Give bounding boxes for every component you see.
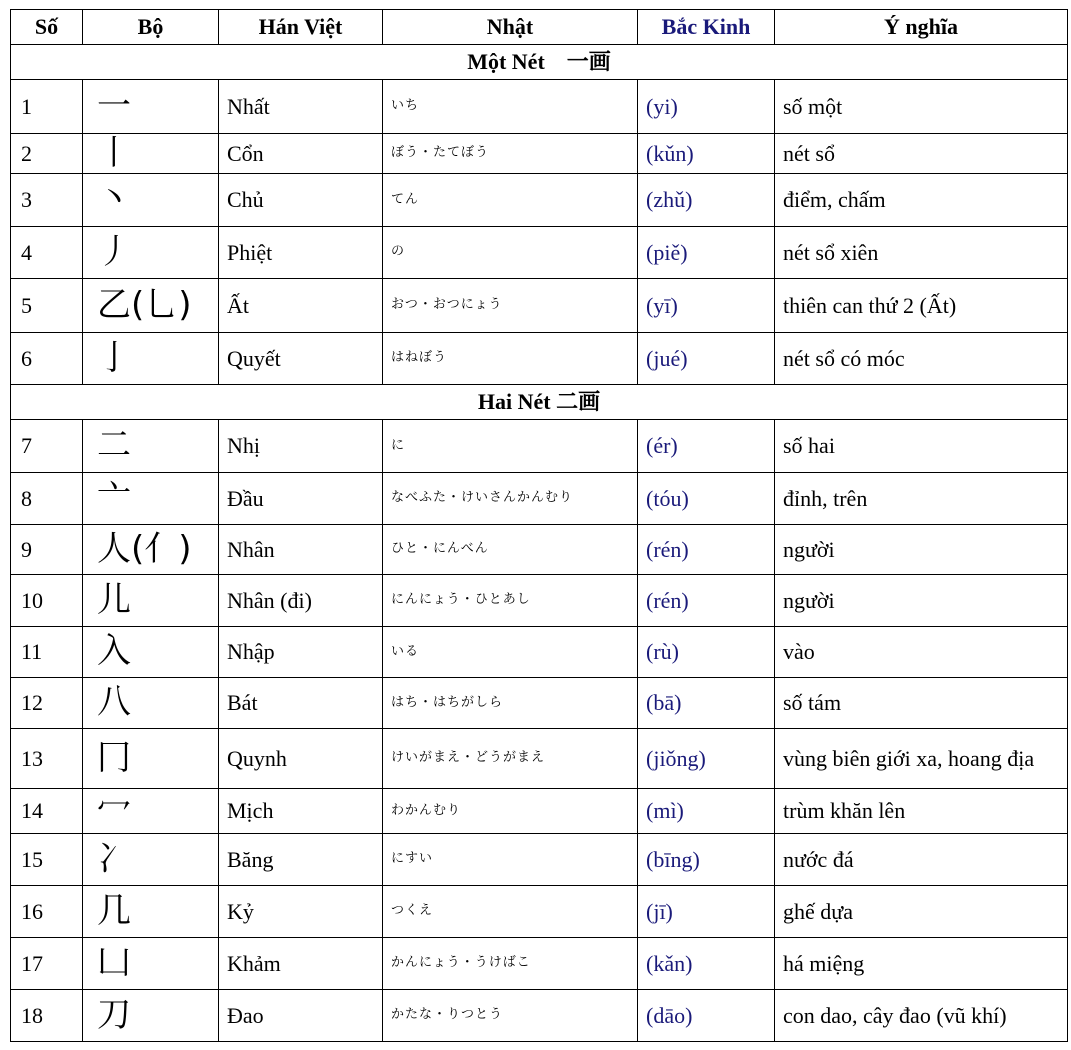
- cell-japanese: ひと・にんべん: [383, 525, 638, 575]
- cell-pinyin: (bā): [638, 678, 775, 729]
- cell-radical: 丨: [83, 134, 219, 174]
- cell-meaning: nét sổ xiên: [775, 227, 1068, 279]
- cell-number: 8: [11, 473, 83, 525]
- cell-radical: 乙(乚): [83, 279, 219, 333]
- cell-hanviet: Nhân (đi): [219, 575, 383, 627]
- table-row: [11, 886, 1068, 938]
- cell-pinyin: (jué): [638, 333, 775, 385]
- cell-radical: 人(亻): [83, 525, 219, 575]
- cell-meaning: số một: [775, 80, 1068, 134]
- cell-number: 13: [11, 729, 83, 789]
- cell-meaning: há miệng: [775, 938, 1068, 990]
- cell-japanese: いる: [383, 627, 638, 678]
- cell-pinyin: (piě): [638, 227, 775, 279]
- cell-number: 4: [11, 227, 83, 279]
- radicals-table-wrapper: [10, 9, 1068, 1042]
- cell-number: 2: [11, 134, 83, 174]
- cell-meaning: nét sổ: [775, 134, 1068, 174]
- cell-radical: 亅: [83, 333, 219, 385]
- cell-radical: 刀: [83, 990, 219, 1042]
- cell-radical: 丶: [83, 174, 219, 227]
- cell-japanese: はち・はちがしら: [383, 678, 638, 729]
- header-meaning: Ý nghĩa: [775, 10, 1068, 45]
- cell-pinyin: (rén): [638, 525, 775, 575]
- cell-hanviet: Kỷ: [219, 886, 383, 938]
- cell-pinyin: (jiǒng): [638, 729, 775, 789]
- cell-hanviet: Mịch: [219, 789, 383, 834]
- section-title: Hai Nét 二画: [11, 385, 1068, 420]
- table-row: [11, 525, 1068, 575]
- table-row: [11, 729, 1068, 789]
- cell-number: 3: [11, 174, 83, 227]
- header-radical: Bộ: [83, 10, 219, 45]
- cell-number: 15: [11, 834, 83, 886]
- cell-meaning: người: [775, 575, 1068, 627]
- section-row: [11, 45, 1068, 80]
- cell-radical: 入: [83, 627, 219, 678]
- cell-japanese: かんにょう・うけばこ: [383, 938, 638, 990]
- cell-radical: 冫: [83, 834, 219, 886]
- cell-pinyin: (bīng): [638, 834, 775, 886]
- header-beijing: Bắc Kinh: [638, 10, 775, 45]
- cell-pinyin: (zhǔ): [638, 174, 775, 227]
- radicals-table: [10, 9, 1068, 1042]
- cell-radical: 二: [83, 420, 219, 473]
- table-row: [11, 834, 1068, 886]
- cell-meaning: số hai: [775, 420, 1068, 473]
- cell-japanese: の: [383, 227, 638, 279]
- cell-radical: 一: [83, 80, 219, 134]
- cell-number: 17: [11, 938, 83, 990]
- cell-japanese: ぼう・たてぼう: [383, 134, 638, 174]
- cell-japanese: けいがまえ・どうがまえ: [383, 729, 638, 789]
- cell-pinyin: (yī): [638, 279, 775, 333]
- cell-japanese: にんにょう・ひとあし: [383, 575, 638, 627]
- cell-meaning: điểm, chấm: [775, 174, 1068, 227]
- cell-hanviet: Nhất: [219, 80, 383, 134]
- cell-number: 1: [11, 80, 83, 134]
- cell-pinyin: (ér): [638, 420, 775, 473]
- cell-hanviet: Đao: [219, 990, 383, 1042]
- cell-number: 6: [11, 333, 83, 385]
- cell-japanese: いち: [383, 80, 638, 134]
- table-row: [11, 279, 1068, 333]
- cell-meaning: con dao, cây đao (vũ khí): [775, 990, 1068, 1042]
- section-title: Một Nét 一画: [11, 45, 1068, 80]
- cell-hanviet: Chủ: [219, 174, 383, 227]
- cell-hanviet: Quynh: [219, 729, 383, 789]
- cell-japanese: なべふた・けいさんかんむり: [383, 473, 638, 525]
- cell-radical: 冖: [83, 789, 219, 834]
- header-hanviet: Hán Việt: [219, 10, 383, 45]
- cell-hanviet: Khảm: [219, 938, 383, 990]
- cell-hanviet: Nhân: [219, 525, 383, 575]
- cell-number: 11: [11, 627, 83, 678]
- cell-pinyin: (tóu): [638, 473, 775, 525]
- cell-number: 16: [11, 886, 83, 938]
- table-row: [11, 938, 1068, 990]
- table-row: [11, 678, 1068, 729]
- cell-radical: 几: [83, 886, 219, 938]
- cell-meaning: ghế dựa: [775, 886, 1068, 938]
- cell-number: 18: [11, 990, 83, 1042]
- cell-japanese: かたな・りつとう: [383, 990, 638, 1042]
- cell-meaning: thiên can thứ 2 (Ất): [775, 279, 1068, 333]
- cell-hanviet: Đầu: [219, 473, 383, 525]
- cell-meaning: số tám: [775, 678, 1068, 729]
- table-row: [11, 473, 1068, 525]
- table-row: [11, 174, 1068, 227]
- cell-meaning: người: [775, 525, 1068, 575]
- cell-number: 14: [11, 789, 83, 834]
- table-row: [11, 80, 1068, 134]
- cell-radical: 冂: [83, 729, 219, 789]
- cell-hanviet: Bát: [219, 678, 383, 729]
- cell-japanese: はねぼう: [383, 333, 638, 385]
- header-row: [11, 10, 1068, 45]
- cell-japanese: おつ・おつにょう: [383, 279, 638, 333]
- cell-radical: 丿: [83, 227, 219, 279]
- cell-radical: 亠: [83, 473, 219, 525]
- cell-pinyin: (jī): [638, 886, 775, 938]
- cell-pinyin: (rén): [638, 575, 775, 627]
- cell-hanviet: Nhập: [219, 627, 383, 678]
- cell-japanese: てん: [383, 174, 638, 227]
- table-row: [11, 420, 1068, 473]
- cell-pinyin: (mì): [638, 789, 775, 834]
- cell-hanviet: Băng: [219, 834, 383, 886]
- table-row: [11, 333, 1068, 385]
- cell-number: 7: [11, 420, 83, 473]
- cell-number: 10: [11, 575, 83, 627]
- cell-pinyin: (kǔn): [638, 134, 775, 174]
- table-row: [11, 990, 1068, 1042]
- cell-pinyin: (dāo): [638, 990, 775, 1042]
- cell-radical: 儿: [83, 575, 219, 627]
- cell-japanese: つくえ: [383, 886, 638, 938]
- cell-radical: 八: [83, 678, 219, 729]
- table-row: [11, 227, 1068, 279]
- header-number: Số: [11, 10, 83, 45]
- table-row: [11, 627, 1068, 678]
- cell-japanese: わかんむり: [383, 789, 638, 834]
- cell-japanese: に: [383, 420, 638, 473]
- cell-hanviet: Ất: [219, 279, 383, 333]
- cell-hanviet: Cổn: [219, 134, 383, 174]
- cell-number: 12: [11, 678, 83, 729]
- cell-number: 9: [11, 525, 83, 575]
- cell-hanviet: Nhị: [219, 420, 383, 473]
- header-japanese: Nhật: [383, 10, 638, 45]
- cell-hanviet: Phiệt: [219, 227, 383, 279]
- table-row: [11, 575, 1068, 627]
- cell-meaning: nét sổ có móc: [775, 333, 1068, 385]
- cell-radical: 凵: [83, 938, 219, 990]
- table-row: [11, 134, 1068, 174]
- cell-number: 5: [11, 279, 83, 333]
- cell-meaning: nước đá: [775, 834, 1068, 886]
- cell-pinyin: (kǎn): [638, 938, 775, 990]
- cell-meaning: trùm khăn lên: [775, 789, 1068, 834]
- cell-japanese: にすい: [383, 834, 638, 886]
- section-row: [11, 385, 1068, 420]
- cell-pinyin: (yi): [638, 80, 775, 134]
- table-row: [11, 789, 1068, 834]
- cell-meaning: vùng biên giới xa, hoang địa: [775, 729, 1068, 789]
- cell-pinyin: (rù): [638, 627, 775, 678]
- cell-meaning: vào: [775, 627, 1068, 678]
- cell-hanviet: Quyết: [219, 333, 383, 385]
- cell-meaning: đỉnh, trên: [775, 473, 1068, 525]
